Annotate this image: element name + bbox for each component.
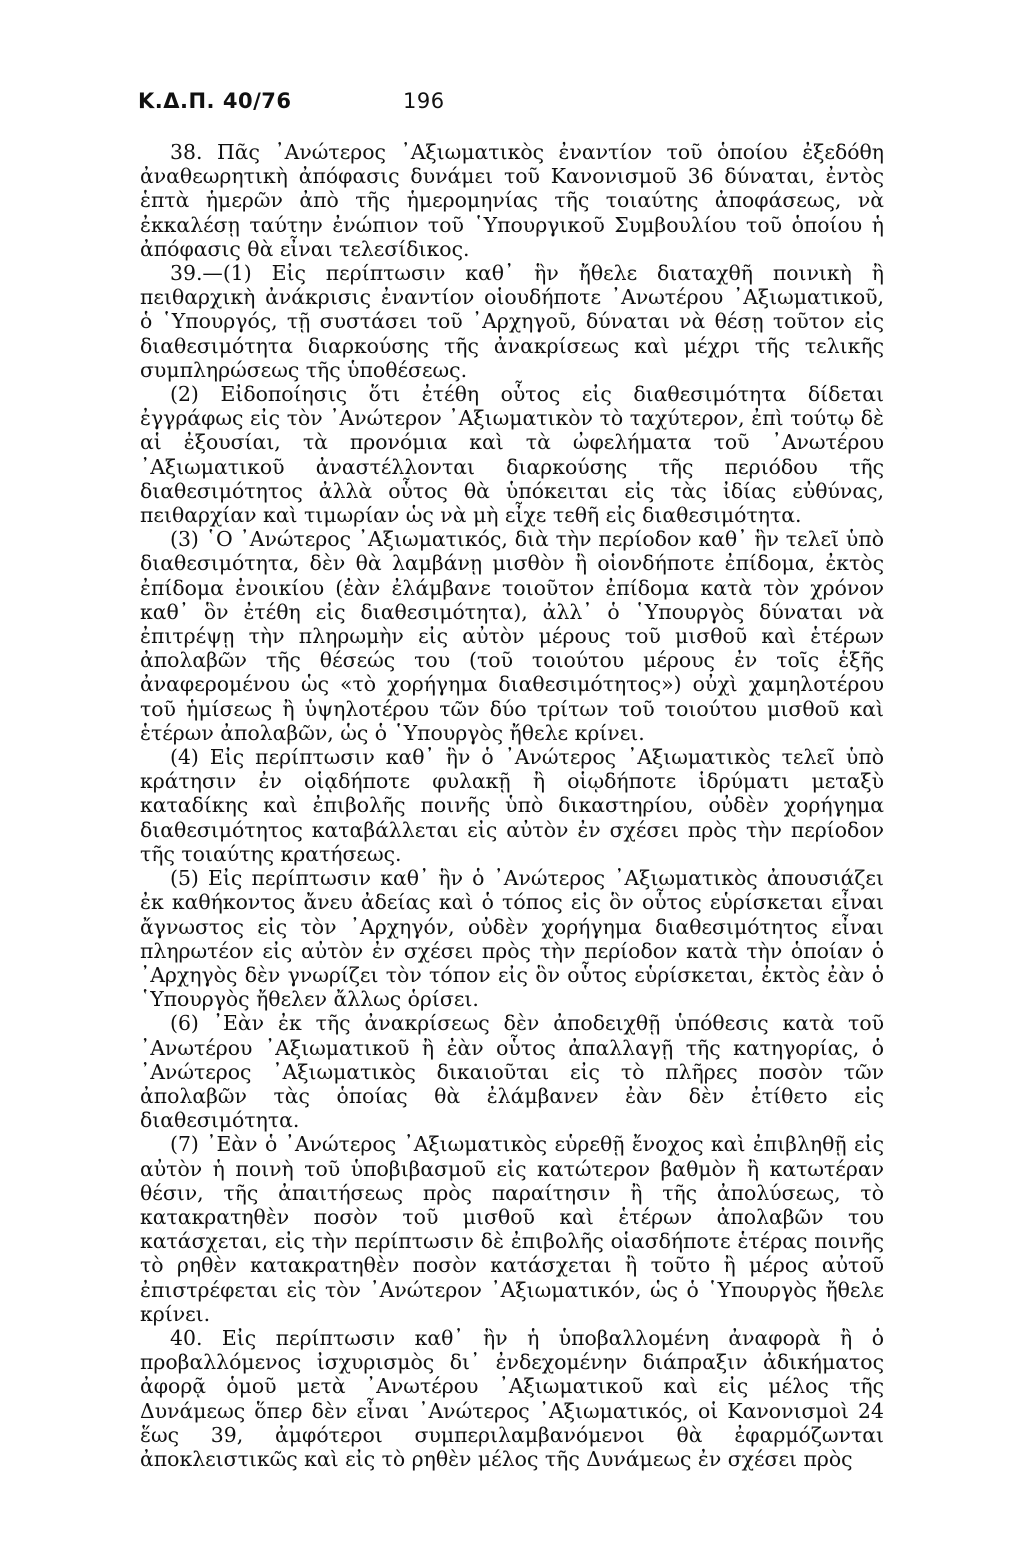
page-number: 196 (403, 89, 445, 113)
paragraph-regulation-40: 40. Εἰς περίπτωσιν καθ᾿ ἣν ἡ ὑποβαλλομένη ἀναφορὰ ἢ ὁ προβαλλόμενος ἰσχυρισμὸς δι᾿ ἐνδεχομένην διάπραξιν ἀδικήματος ἀφορᾷ ὁμοῦ μετὰ ᾿Ανωτέρου ᾿Αξιωματικοῦ καὶ εἰς μέλος τῆς Δυνάμεως ὅπερ δὲν εἶναι ᾿Ανώτερος ᾿Αξιωματικός, οἱ Κανονισμοὶ 24 ἕως 39, ἀμφότεροι συμπεριλαμβανόμενοι θὰ ἐφαρμόζωνται ἀποκλειστικῶς καὶ εἰς τὸ ρηθὲν μέλος τῆς Δυνάμεως ἐν σχέσει πρὸς (140, 1325, 884, 1471)
gazette-reference: Κ.Δ.Π. 40/76 (138, 89, 292, 113)
page-header (138, 89, 445, 113)
paragraph-regulation-39-7: (7) ᾿Εὰν ὁ ᾿Ανώτερος ᾿Αξιωματικὸς εὑρεθῇ ἔνοχος καὶ ἐπιβληθῇ εἰς αὐτὸν ἡ ποινὴ τοῦ ὑποβιβασμοῦ εἰς κατώτερον βαθμὸν ἢ κατωτέραν θέσιν, τῆς ἀπαιτήσεως πρὸς παραίτησιν ἢ τῆς ἀπολύσεως, τὸ κατακρατηθὲν ποσὸν τοῦ μισθοῦ καὶ ἑτέρων ἀπολαβῶν του κατάσχεται, εἰς τὴν περίπτωσιν δὲ ἐπιβολῆς οἱασδήποτε ἑτέρας ποινῆς τὸ ρηθὲν κατακρατηθὲν ποσὸν κατάσχεται ἢ τοῦτο ἢ μέρος αὐτοῦ ἐπιστρέφεται εἰς τὸν ᾿Ανώτερον ᾿Αξιωματικόν, ὡς ὁ ῾Υπουργὸς ἤθελε κρίνει. (140, 1132, 884, 1326)
paragraph-regulation-39-6: (6) ᾿Εὰν ἐκ τῆς ἀνακρίσεως δὲν ἀποδειχθῇ ὑπόθεσις κατὰ τοῦ ᾿Ανωτέρου ᾿Αξιωματικοῦ ἢ ἐὰν οὗτος ἀπαλλαγῇ τῆς κατηγορίας, ὁ ᾿Ανώτερος ᾿Αξιωματικὸς δικαιοῦται εἰς τὸ πλῆρες ποσὸν τῶν ἀπολαβῶν τὰς ὁποίας θὰ ἐλάμβανεν ἐὰν δὲν ἐτίθετο εἰς διαθεσιμότητα. (140, 1011, 884, 1133)
paragraph-regulation-39-1: 39.—(1) Εἰς περίπτωσιν καθ᾿ ἣν ἤθελε διαταχθῆ ποινικὴ ἢ πειθαρχικὴ ἀνάκρισις ἐναντίον οἱουδήποτε ᾿Ανωτέρου ᾿Αξιωματικοῦ, ὁ ῾Υπουργός, τῇ συστάσει τοῦ ᾿Αρχηγοῦ, δύναται νὰ θέσῃ τοῦτον εἰς διαθεσιμότητα διαρκούσης τῆς ἀνακρίσεως καὶ μέχρι τῆς τελικῆς συμπληρώσεως τῆς ὑποθέσεως. (140, 261, 884, 382)
document-body (140, 140, 884, 1471)
paragraph-regulation-38: 38. Πᾶς ᾿Ανώτερος ᾿Αξιωματικὸς ἐναντίον τοῦ ὁποίου ἐξεδόθη ἀναθεωρητικὴ ἀπόφασις δυνάμει τοῦ Κανονισμοῦ 36 δύναται, ἐντὸς ἑπτὰ ἡμερῶν ἀπὸ τῆς ἡμερομηνίας τῆς τοιαύτης ἀποφάσεως, νὰ ἐκκαλέσῃ ταύτην ἐνώπιον τοῦ ῾Υπουργικοῦ Συμβουλίου τοῦ ὁποίου ἡ ἀπόφασις θὰ εἶναι τελεσίδικος. (140, 140, 884, 261)
paragraph-regulation-39-3: (3) ῾Ο ᾿Ανώτερος ᾿Αξιωματικός, διὰ τὴν περίοδον καθ᾿ ἣν τελεῖ ὑπὸ διαθεσιμότητα, δὲν θὰ λαμβάνῃ μισθὸν ἢ οἱονδήποτε ἐπίδομα, ἐκτὸς ἐπίδομα ἐνοικίου (ἐὰν ἐλάμβανε τοιοῦτον ἐπίδομα κατὰ τὸν χρόνον καθ᾿ ὃν ἐτέθη εἰς διαθεσιμότητα), ἀλλ᾿ ὁ ῾Υπουργὸς δύναται νὰ ἐπιτρέψῃ τὴν πληρωμὴν εἰς αὐτὸν μέρους τοῦ μισθοῦ καὶ ἑτέρων ἀπολαβῶν τῆς θέσεώς του (τοῦ τοιούτου μέρους ἐν τοῖς ἑξῆς ἀναφερομένου ὡς «τὸ χορήγημα διαθεσιμότητος») οὐχὶ χαμηλοτέρου τοῦ ἡμίσεως ἢ ὑψηλοτέρου τῶν δύο τρίτων τοῦ τοιούτου μισθοῦ καὶ ἑτέρων ἀπολαβῶν, ὡς ὁ ῾Υπουργὸς ἤθελε κρίνει. (140, 527, 884, 745)
paragraph-regulation-39-2: (2) Εἰδοποίησις ὅτι ἐτέθη οὗτος εἰς διαθεσιμότητα δίδεται ἐγγράφως εἰς τὸν ᾿Ανώτερον ᾿Αξιωματικὸν τὸ ταχύτερον, ἐπὶ τούτῳ δὲ αἱ ἐξουσίαι, τὰ προνόμια καὶ τὰ ὠφελήματα τοῦ ᾿Ανωτέρου ᾿Αξιωματικοῦ ἀναστέλλονται διαρκούσης τῆς περιόδου τῆς διαθεσιμότητος ἀλλὰ οὗτος θὰ ὑπόκειται εἰς τὰς ἰδίας εὐθύνας, πειθαρχίαν καὶ τιμωρίαν ὡς νὰ μὴ εἶχε τεθῆ εἰς διαθεσιμότητα. (140, 382, 884, 528)
paragraph-regulation-39-4: (4) Εἰς περίπτωσιν καθ᾿ ἣν ὁ ᾿Ανώτερος ᾿Αξιωματικὸς τελεῖ ὑπὸ κράτησιν ἐν οἱᾳδήποτε φυλακῇ ἢ οἱῳδήποτε ἱδρύματι μεταξὺ καταδίκης καὶ ἐπιβολῆς ποινῆς ὑπὸ δικαστηρίου, οὐδὲν χορήγημα διαθεσιμότητος καταβάλλεται εἰς αὐτὸν ἐν σχέσει πρὸς τὴν περίοδον τῆς τοιαύτης κρατήσεως. (140, 745, 884, 866)
paragraph-regulation-39-5: (5) Εἰς περίπτωσιν καθ᾿ ἣν ὁ ᾿Ανώτερος ᾿Αξιωματικὸς ἀπουσιάζει ἐκ καθήκοντος ἄνευ ἀδείας καὶ ὁ τόπος εἰς ὃν οὗτος εὑρίσκεται εἶναι ἄγνωστος εἰς τὸν ᾿Αρχηγόν, οὐδὲν χορήγημα διαθεσιμότητος εἶναι πληρωτέον εἰς αὐτὸν ἐν σχέσει πρὸς τὴν περίοδον κατὰ τὴν ὁποίαν ὁ ᾿Αρχηγὸς δὲν γνωρίζει τὸν τόπον εἰς ὃν οὗτος εὑρίσκεται, ἐκτὸς ἐὰν ὁ ῾Υπουργὸς ἤθελεν ἄλλως ὁρίσει. (140, 866, 884, 1012)
